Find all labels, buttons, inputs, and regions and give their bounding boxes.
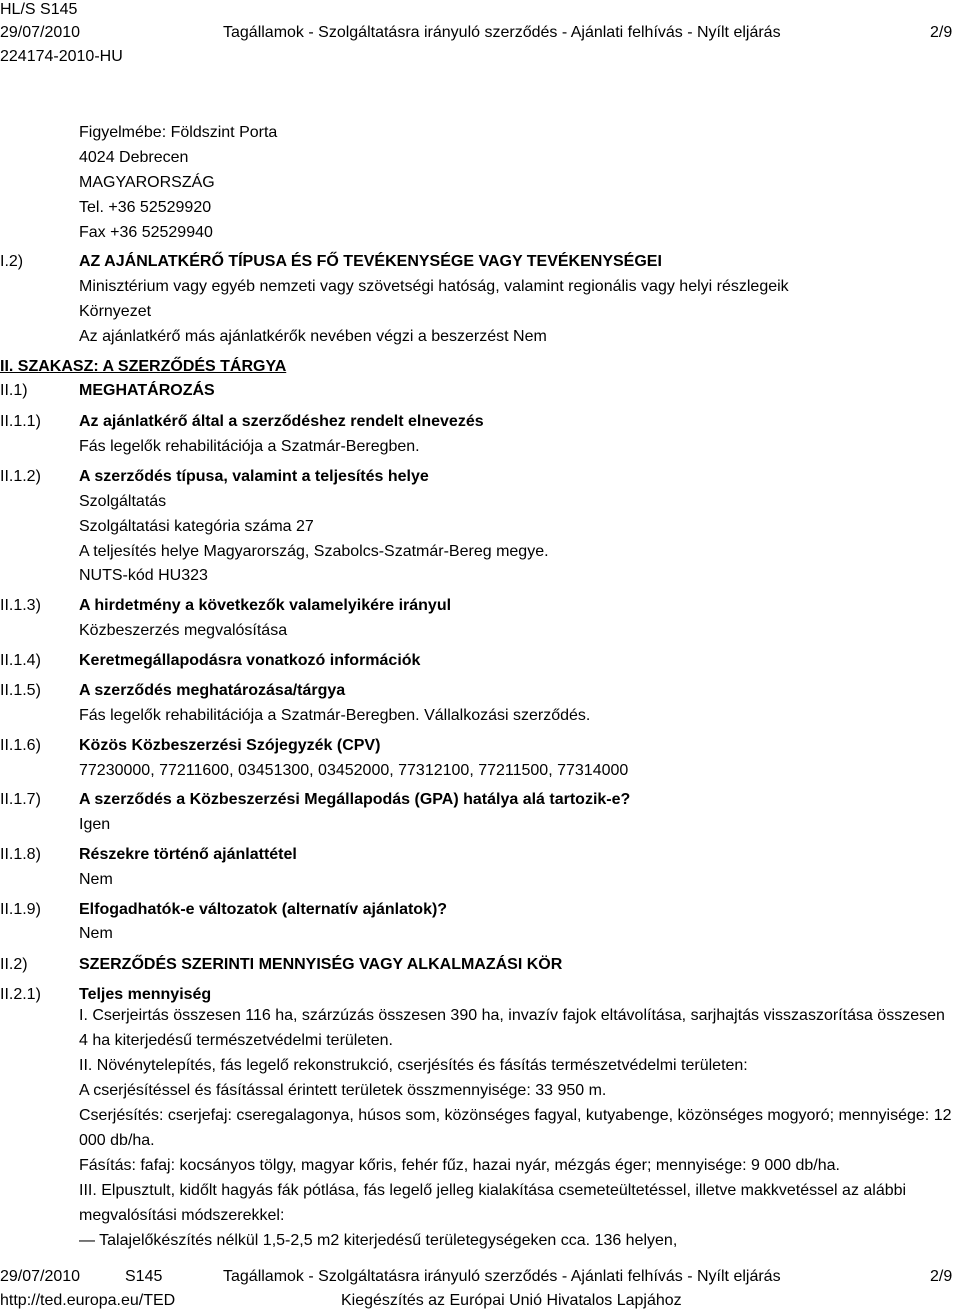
body-text: 77230000, 77211600, 03451300, 03452000, 77312100, 77211500, 77314000 [79, 762, 629, 779]
section-number: II.1.2) [0, 468, 41, 485]
section-heading: A szerződés típusa, valamint a teljesítés helye [79, 468, 429, 485]
footer-url[interactable]: http://ted.europa.eu/TED [0, 1292, 176, 1309]
footer-page-number: 2/9 [930, 1268, 953, 1285]
body-paragraph: Cserjésítés: cserjefaj: cseregalagonya, húsos som, közönséges fagyal, kutyabenge, közönséges mogyoró; mennyisége: 12 000 db/ha. [79, 1107, 952, 1149]
section-number: II.2.1) [0, 986, 41, 1003]
section-number: II.1.4) [0, 652, 41, 669]
body-paragraph: A cserjésítéssel és fásítással érintett területek összmennyisége: 33 950 m. [79, 1082, 607, 1099]
body-text: Fás legelők rehabilitációja a Szatmár-Beregben. Vállalkozási szerződés. [79, 707, 591, 724]
section-heading: SZERZŐDÉS SZERINTI MENNYISÉG VAGY ALKALMAZÁSI KÖR [79, 956, 563, 973]
body-text: A teljesítés helye Magyarország, Szabolcs-Szatmár-Bereg megye. [79, 543, 549, 560]
section-title: II. SZAKASZ: A SZERZŐDÉS TÁRGYA [0, 358, 287, 375]
section-heading: A szerződés meghatározása/tárgya [79, 682, 346, 699]
body-paragraph: — Talajelőkészítés nélkül 1,5-2,5 m2 kiterjedésű területegységeken cca. 136 helyen, [79, 1232, 678, 1249]
body-text: Közbeszerzés megvalósítása [79, 622, 288, 639]
section-heading: A szerződés a Közbeszerzési Megállapodás (GPA) hatálya alá tartozik-e? [79, 791, 631, 808]
section-number: II.1.7) [0, 791, 41, 808]
quantity-description [79, 1003, 957, 1253]
section-heading: A hirdetmény a következők valamelyikére irányul [79, 597, 452, 614]
section-heading: Elfogadhatók-e változatok (alternatív ajánlatok)? [79, 901, 448, 918]
body-text: Nem [79, 871, 113, 888]
body-text: Igen [79, 816, 111, 833]
header-code: HL/S S145 [0, 1, 78, 18]
body-paragraph: II. Növénytelepítés, fás legelő rekonstrukció, cserjésítés és fásítás természetvédelmi területen: [79, 1057, 748, 1074]
header-title: Tagállamok - Szolgáltatásra irányuló szerződés - Ajánlati felhívás - Nyílt eljárás [223, 24, 781, 41]
contact-fax: Fax +36 52529940 [79, 224, 213, 241]
section-heading: Részekre történő ajánlattétel [79, 846, 297, 863]
section-number: II.1) [0, 382, 28, 399]
body-paragraph: I. Cserjeirtás összesen 116 ha, szárzúzás összesen 390 ha, invazív fajok eltávolítása, sarjhajtás visszaszorítása összesen 4 ha kiterjedésű természetvédelmi területen. [79, 1007, 945, 1049]
body-text: Fás legelők rehabilitációja a Szatmár-Beregben. [79, 438, 420, 455]
body-paragraph: III. Elpusztult, kidőlt hagyás fák pótlása, fás legelő jelleg kialakítása csemeteültetéssel, illetve makkvetéssel az alábbi megvalósítási módszerekkel: [79, 1182, 907, 1224]
body-paragraph: Fásítás: fafaj: kocsányos tölgy, magyar kőris, fehér fűz, hazai nyár, mézgás éger; mennyisége: 9 000 db/ha. [79, 1157, 840, 1174]
body-text: Nem [79, 925, 113, 942]
contact-country: MAGYARORSZÁG [79, 174, 215, 191]
header-page-number: 2/9 [930, 24, 953, 41]
footer-title: Tagállamok - Szolgáltatásra irányuló szerződés - Ajánlati felhívás - Nyílt eljárás [223, 1268, 781, 1285]
section-number: II.1.5) [0, 682, 41, 699]
section-heading: MEGHATÁROZÁS [79, 382, 215, 399]
body-text: Szolgáltatás [79, 493, 167, 510]
section-heading: Az ajánlatkérő által a szerződéshez rendelt elnevezés [79, 413, 484, 430]
body-text: NUTS-kód HU323 [79, 567, 208, 584]
body-text: Környezet [79, 303, 152, 320]
section-number: II.1.3) [0, 597, 41, 614]
section-heading: Közös Közbeszerzési Szójegyzék (CPV) [79, 737, 381, 754]
section-heading: Teljes mennyiség [79, 986, 212, 1003]
section-number: II.1.8) [0, 846, 41, 863]
section-heading: Keretmegállapodásra vonatkozó információk [79, 652, 421, 669]
footer-code: S145 [125, 1268, 163, 1285]
contact-attention: Figyelmébe: Földszint Porta [79, 124, 278, 141]
footer-date: 29/07/2010 [0, 1268, 81, 1285]
section-number: II.1.6) [0, 737, 41, 754]
contact-tel: Tel. +36 52529920 [79, 199, 212, 216]
header-date: 29/07/2010 [0, 24, 81, 41]
section-number: II.1.1) [0, 413, 41, 430]
body-text: Az ajánlatkérő más ajánlatkérők nevében végzi a beszerzést Nem [79, 328, 547, 345]
body-text: Minisztérium vagy egyéb nemzeti vagy szövetségi hatóság, valamint regionális vagy helyi részlegeik [79, 278, 789, 295]
contact-city: 4024 Debrecen [79, 149, 189, 166]
body-text: Szolgáltatási kategória száma 27 [79, 518, 314, 535]
section-heading: AZ AJÁNLATKÉRŐ TÍPUSA ÉS FŐ TEVÉKENYSÉGE VAGY TEVÉKENYSÉGEI [79, 253, 662, 270]
section-number: II.2) [0, 956, 28, 973]
section-number: II.1.9) [0, 901, 41, 918]
header-doc-id: 224174-2010-HU [0, 48, 123, 65]
section-number: I.2) [0, 253, 24, 270]
footer-subtitle: Kiegészítés az Európai Unió Hivatalos Lapjához [341, 1292, 682, 1309]
